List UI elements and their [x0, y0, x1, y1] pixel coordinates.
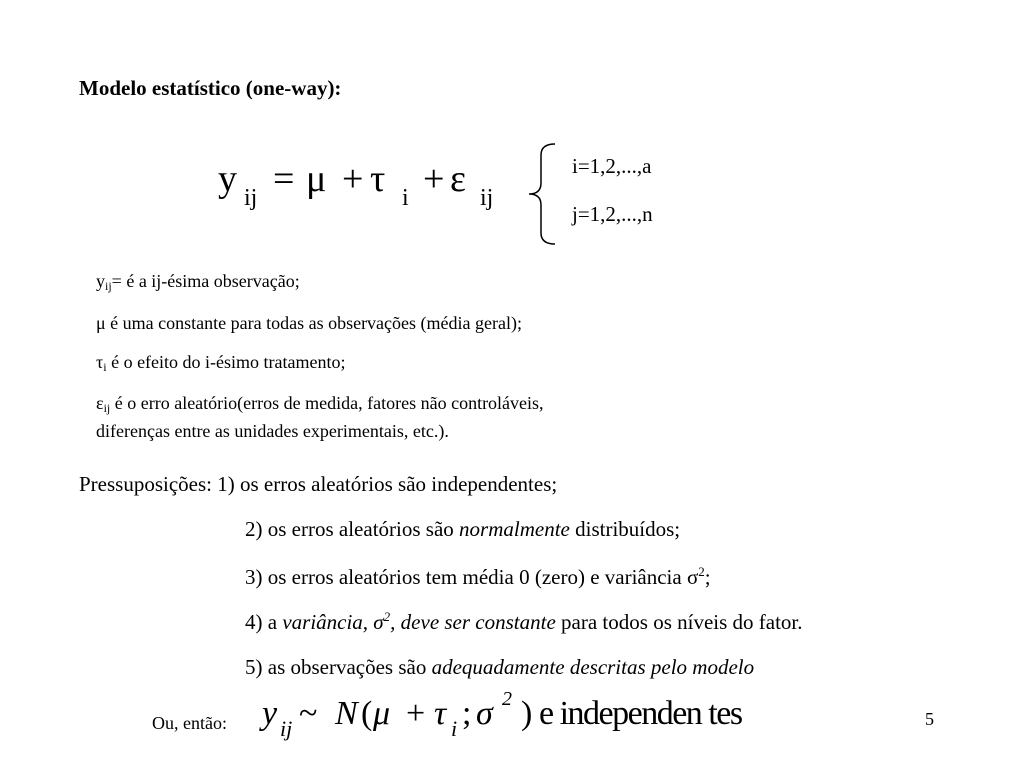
eq-plus-2: + — [423, 158, 445, 200]
f-N: N — [335, 695, 358, 732]
eq-y: y — [218, 158, 237, 200]
eq-tau: τ — [370, 158, 386, 200]
eq-equals: = — [273, 158, 295, 200]
assumption-2: 2) os erros aleatórios são normalmente distribuídos; — [245, 517, 681, 541]
f-lparen: ( — [361, 695, 373, 732]
eq-tau-sub: i — [402, 185, 409, 211]
f-y: y — [262, 695, 278, 732]
assumption-5: 5) as observações são adequadamente descritas pelo modelo — [245, 655, 755, 679]
definition-epsilon: $\varepsilon_{ij}$ é o erro aleatório(erros de medida, fatores não controláveis, — [96, 393, 544, 415]
page-number: 5 — [925, 709, 934, 729]
eq-plus-1: + — [342, 158, 364, 200]
index-range-j: j=1,2,...,n — [572, 202, 653, 226]
f-semicolon: ; — [462, 695, 472, 732]
curly-brace — [527, 141, 567, 247]
eq-mu: μ — [306, 158, 327, 200]
f-sigma-sup: 2 — [502, 688, 512, 710]
f-rparen: ) — [521, 695, 533, 732]
eq-epsilon-sub: ij — [480, 185, 494, 211]
assumption-1: Pressuposições: 1) os erros aleatórios são independentes; — [79, 472, 558, 496]
definition-mu: μ é uma constante para todas as observações (média geral); — [96, 313, 522, 333]
conclusion-label: Ou, então: — [152, 713, 227, 733]
f-tilde: ~ — [299, 695, 318, 732]
definition-epsilon-line2: diferenças entre as unidades experimentais, etc.). — [96, 421, 449, 441]
slide-title: Modelo estatístico (one-way): — [79, 76, 342, 100]
definition-tau: $\tau_i$ é o efeito do i-ésimo tratamento; — [96, 352, 346, 374]
f-tau: τ — [434, 695, 447, 732]
f-sigma: σ — [476, 695, 493, 732]
definition-y: $y_{ij}=$ é a ij-ésima observação; — [96, 271, 300, 293]
eq-y-sub: ij — [244, 185, 258, 211]
eq-epsilon: ε — [450, 158, 466, 200]
f-y-sub: ij — [280, 716, 293, 741]
index-range-i: i=1,2,...,a — [572, 154, 652, 178]
assumption-3: 3) os erros aleatórios tem média 0 (zero) e variância $\sigma^2$; — [245, 564, 711, 589]
f-plus: + — [406, 695, 426, 732]
f-tau-sub: i — [451, 716, 458, 741]
f-text: e independen tes — [539, 695, 742, 732]
f-mu: μ — [373, 695, 391, 732]
assumption-4: 4) a variância, $\sigma^2$, deve ser constante para todos os níveis do fator. — [245, 609, 803, 634]
